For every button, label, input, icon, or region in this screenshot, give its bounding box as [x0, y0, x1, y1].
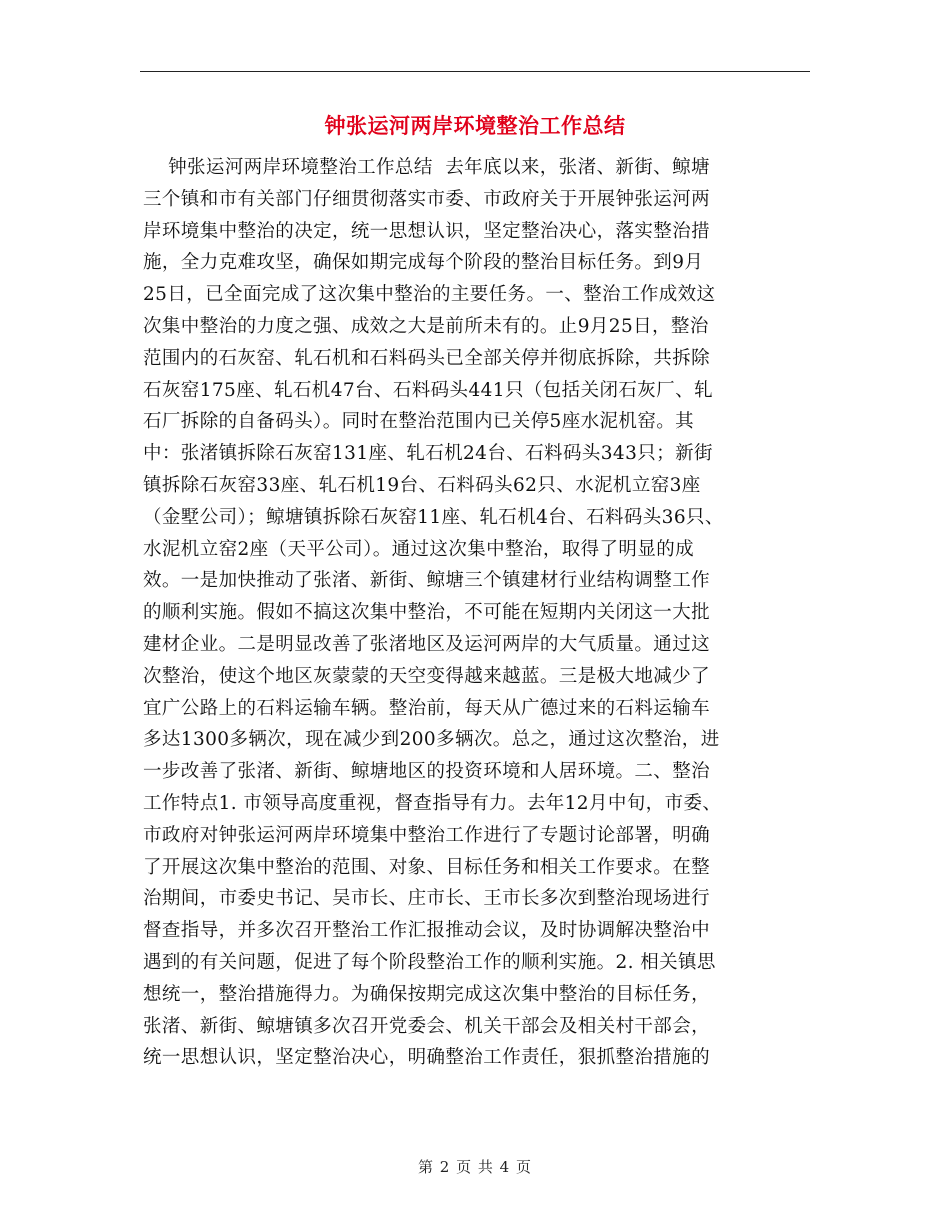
body-line: 25日，已全面完成了这次集中整治的主要任务。一、整治工作成效这 [143, 284, 716, 306]
body-line: 张渚、新街、鲸塘镇多次召开党委会、机关干部会及相关村干部会， [143, 1015, 711, 1037]
header-rule [140, 71, 810, 72]
body-line: 市政府对钟张运河两岸环境集中整治工作进行了专题讨论部署，明确 [143, 824, 711, 846]
body-line: 效。一是加快推动了张渚、新街、鲸塘三个镇建材行业结构调整工作 [143, 570, 711, 592]
body-line: 镇拆除石灰窑33座、轧石机19台、石料码头62只、水泥机立窑3座 [143, 474, 701, 496]
document-body [143, 152, 823, 1074]
body-line: 岸环境集中整治的决定，统一思想认识，坚定整治决心，落实整治措 [143, 220, 711, 242]
body-line: 次整治，使这个地区灰蒙蒙的天空变得越来越蓝。三是极大地减少了 [143, 665, 711, 687]
body-line: 三个镇和市有关部门仔细贯彻落实市委、市政府关于开展钟张运河两 [143, 188, 711, 210]
body-line: 钟张运河两岸环境整治工作总结 去年底以来，张渚、新街、鲸塘 [143, 157, 710, 178]
body-line: 想统一，整治措施得力。为确保按期完成这次集中整治的目标任务， [143, 983, 711, 1005]
body-line: 治期间，市委史书记、吴市长、庄市长、王市长多次到整治现场进行 [143, 888, 711, 910]
body-line: 多达1300多辆次，现在减少到200多辆次。总之，通过这次整治，进 [143, 729, 720, 751]
body-line: 遇到的有关问题，促进了每个阶段整治工作的顺利实施。2. 相关镇思 [143, 951, 716, 973]
body-line: 水泥机立窑2座（天平公司）。通过这次集中整治，取得了明显的成 [143, 538, 695, 560]
body-line: 中：张渚镇拆除石灰窑131座、轧石机24台、石料码头343只；新街 [143, 443, 713, 465]
body-line: 次集中整治的力度之强、成效之大是前所未有的。止9月25日，整治 [143, 315, 709, 337]
body-line: 统一思想认识，坚定整治决心，明确整治工作责任，狠抓整治措施的 [143, 1047, 711, 1069]
body-line: （金墅公司）；鲸塘镇拆除石灰窑11座、轧石机4台、石料码头36只、 [143, 506, 724, 528]
body-line: 石灰窑175座、轧石机47台、石料码头441只（包括关闭石灰厂、轧 [143, 379, 713, 401]
document-title: 钟张运河两岸环境整治工作总结 [324, 113, 626, 138]
body-line: 施，全力克难攻坚，确保如期完成每个阶段的整治目标任务。到9月 [143, 252, 704, 274]
page-footer: 第 2 页 共 4 页 [418, 1158, 532, 1176]
body-line: 督查指导，并多次召开整治工作汇报推动会议，及时协调解决整治中 [143, 920, 711, 942]
body-line: 了开展这次集中整治的范围、对象、目标任务和相关工作要求。在整 [143, 856, 711, 878]
body-line: 石厂拆除的自备码头）。同时在整治范围内已关停5座水泥机窑。其 [143, 411, 695, 433]
body-line: 工作特点1. 市领导高度重视，督查指导有力。去年12月中旬，市委、 [143, 792, 722, 814]
body-line: 宜广公路上的石料运输车辆。整治前，每天从广德过来的石料运输车 [143, 697, 711, 719]
body-line: 的顺利实施。假如不搞这次集中整治，不可能在短期内关闭这一大批 [143, 602, 711, 624]
body-line: 范围内的石灰窑、轧石机和石料码头已全部关停并彻底拆除，共拆除 [143, 347, 711, 369]
body-line: 建材企业。二是明显改善了张渚地区及运河两岸的大气质量。通过这 [143, 633, 711, 655]
body-line: 一步改善了张渚、新街、鲸塘地区的投资环境和人居环境。二、整治 [143, 761, 711, 783]
